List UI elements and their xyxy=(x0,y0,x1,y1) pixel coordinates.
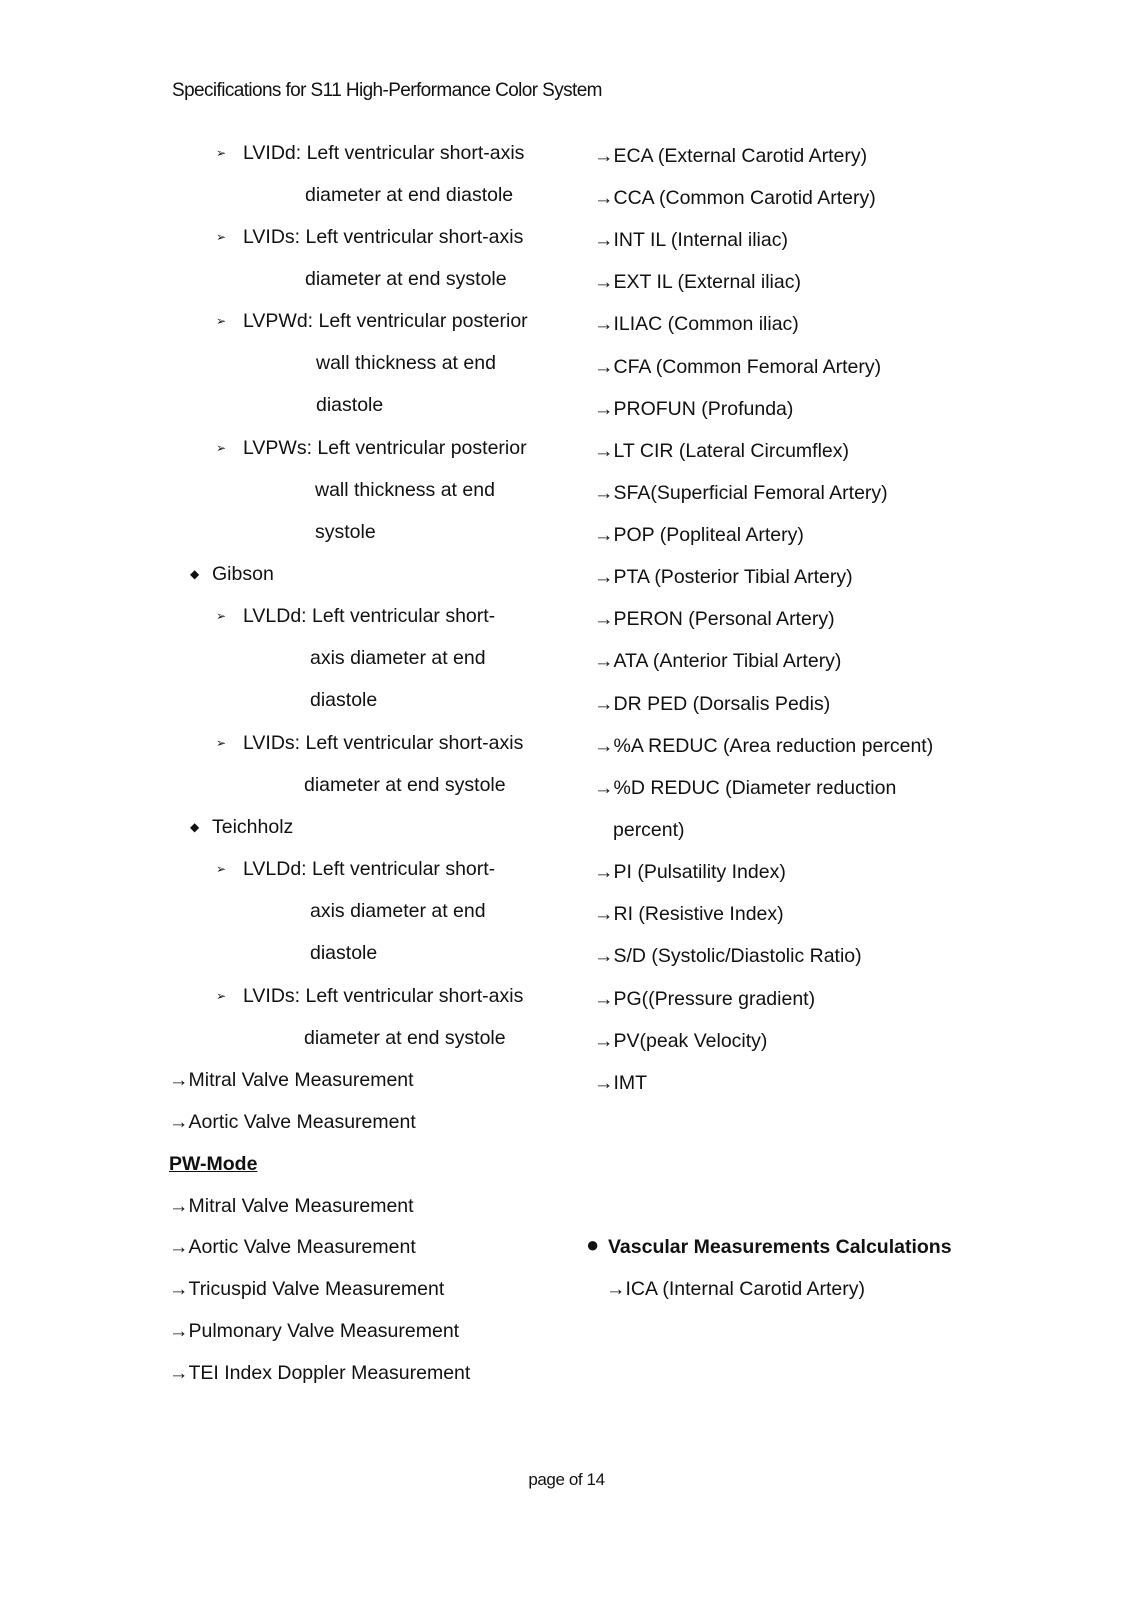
list-item: ➢ LVLDd: Left ventricular short- xyxy=(216,858,496,880)
list-item-continuation: systole xyxy=(315,521,376,543)
list-item: →PROFUN (Profunda) xyxy=(594,398,794,420)
list-item: →TEI Index Doppler Measurement xyxy=(169,1362,471,1384)
list-item: →Aortic Valve Measurement xyxy=(169,1236,416,1258)
right-arrow-icon: → xyxy=(594,735,614,757)
right-arrow-icon: → xyxy=(169,1069,189,1091)
list-item-continuation: axis diameter at end xyxy=(310,647,486,669)
list-item-gibson: ◆ Gibson xyxy=(190,563,274,585)
page-header-title: Specifications for S11 High-Performance Color System xyxy=(172,80,602,101)
list-item: →EXT IL (External iliac) xyxy=(594,271,801,293)
list-item: →ILIAC (Common iliac) xyxy=(594,313,799,335)
list-item-continuation: diameter at end systole xyxy=(305,268,507,290)
arrowhead-bullet-icon: ➢ xyxy=(216,862,227,876)
list-item-continuation: diameter at end systole xyxy=(304,774,506,796)
right-arrow-icon: → xyxy=(594,608,614,630)
right-arrow-icon: → xyxy=(594,693,614,715)
list-item: →CCA (Common Carotid Artery) xyxy=(594,187,876,209)
list-item: →PERON (Personal Artery) xyxy=(594,608,835,630)
right-arrow-icon: → xyxy=(169,1320,189,1342)
list-item: →PI (Pulsatility Index) xyxy=(594,861,786,883)
right-arrow-icon: → xyxy=(594,271,614,293)
arrowhead-bullet-icon: ➢ xyxy=(216,146,227,160)
list-item-continuation: diameter at end diastole xyxy=(305,184,514,206)
list-item: ➢ LVIDd: Left ventricular short-axis xyxy=(216,142,525,164)
bullet-icon: ● xyxy=(586,1232,600,1257)
right-arrow-icon: → xyxy=(594,524,614,546)
right-arrow-icon: → xyxy=(169,1195,189,1217)
arrowhead-bullet-icon: ➢ xyxy=(216,441,227,455)
right-arrow-icon: → xyxy=(169,1236,189,1258)
list-item-continuation: diameter at end systole xyxy=(304,1027,506,1049)
list-item: →Pulmonary Valve Measurement xyxy=(169,1320,460,1342)
right-arrow-icon: → xyxy=(594,1030,614,1052)
list-item-continuation: wall thickness at end xyxy=(316,352,496,374)
list-item: →ICA (Internal Carotid Artery) xyxy=(606,1278,866,1300)
list-item: →Tricuspid Valve Measurement xyxy=(169,1278,445,1300)
right-arrow-icon: → xyxy=(594,187,614,209)
right-arrow-icon: → xyxy=(594,777,614,799)
list-item: →S/D (Systolic/Diastolic Ratio) xyxy=(594,945,862,967)
section-heading-pw-mode: PW-Mode xyxy=(169,1153,258,1175)
list-item: →POP (Popliteal Artery) xyxy=(594,524,804,546)
diamond-bullet-icon: ◆ xyxy=(190,567,200,581)
list-item: ➢ LVLDd: Left ventricular short- xyxy=(216,605,496,627)
right-arrow-icon: → xyxy=(169,1111,189,1133)
list-item-continuation: diastole xyxy=(316,394,384,416)
list-item: →IMT xyxy=(594,1072,648,1094)
list-item-teichholz: ◆ Teichholz xyxy=(190,816,294,838)
arrowhead-bullet-icon: ➢ xyxy=(216,230,227,244)
right-arrow-icon: → xyxy=(594,945,614,967)
right-arrow-icon: → xyxy=(594,482,614,504)
arrowhead-bullet-icon: ➢ xyxy=(216,989,227,1003)
list-item: ➢ LVPWd: Left ventricular posterior xyxy=(216,310,528,332)
list-item: →PG((Pressure gradient) xyxy=(594,988,816,1010)
list-item: →DR PED (Dorsalis Pedis) xyxy=(594,693,831,715)
right-arrow-icon: → xyxy=(594,861,614,883)
list-item: →INT IL (Internal iliac) xyxy=(594,229,788,251)
right-arrow-icon: → xyxy=(594,650,614,672)
list-item: →CFA (Common Femoral Artery) xyxy=(594,356,882,378)
right-arrow-icon: → xyxy=(169,1278,189,1300)
list-item: →ATA (Anterior Tibial Artery) xyxy=(594,650,842,672)
list-item: →RI (Resistive Index) xyxy=(594,903,784,925)
arrowhead-bullet-icon: ➢ xyxy=(216,314,227,328)
right-arrow-icon: → xyxy=(594,903,614,925)
list-item: ➢ LVPWs: Left ventricular posterior xyxy=(216,437,527,459)
list-item: →PTA (Posterior Tibial Artery) xyxy=(594,566,853,588)
section-heading-vascular: ● Vascular Measurements Calculations xyxy=(586,1232,952,1258)
list-item-continuation: wall thickness at end xyxy=(315,479,495,501)
diamond-bullet-icon: ◆ xyxy=(190,820,200,834)
list-item: →LT CIR (Lateral Circumflex) xyxy=(594,440,849,462)
list-item-continuation: percent) xyxy=(613,819,685,841)
right-arrow-icon: → xyxy=(594,566,614,588)
right-arrow-icon: → xyxy=(594,145,614,167)
list-item-continuation: diastole xyxy=(310,689,378,711)
list-item: →SFA(Superficial Femoral Artery) xyxy=(594,482,888,504)
right-arrow-icon: → xyxy=(594,440,614,462)
right-arrow-icon: → xyxy=(594,229,614,251)
right-arrow-icon: → xyxy=(594,356,614,378)
list-item: ➢ LVIDs: Left ventricular short-axis xyxy=(216,985,524,1007)
right-arrow-icon: → xyxy=(606,1278,626,1300)
list-item: ➢ LVIDs: Left ventricular short-axis xyxy=(216,226,524,248)
list-item: →%D REDUC (Diameter reduction xyxy=(594,777,897,799)
right-arrow-icon: → xyxy=(594,313,614,335)
right-arrow-icon: → xyxy=(594,398,614,420)
arrowhead-bullet-icon: ➢ xyxy=(216,736,227,750)
list-item: →%A REDUC (Area reduction percent) xyxy=(594,735,934,757)
right-arrow-icon: → xyxy=(594,988,614,1010)
list-item-continuation: axis diameter at end xyxy=(310,900,486,922)
arrowhead-bullet-icon: ➢ xyxy=(216,609,227,623)
list-item: →ECA (External Carotid Artery) xyxy=(594,145,868,167)
right-arrow-icon: → xyxy=(169,1362,189,1384)
list-item-continuation: diastole xyxy=(310,942,378,964)
page-footer: page of 14 xyxy=(528,1470,605,1489)
list-item: →Aortic Valve Measurement xyxy=(169,1111,416,1133)
right-arrow-icon: → xyxy=(594,1072,614,1094)
list-item: →Mitral Valve Measurement xyxy=(169,1195,414,1217)
list-item: →Mitral Valve Measurement xyxy=(169,1069,414,1091)
list-item: →PV(peak Velocity) xyxy=(594,1030,768,1052)
list-item: ➢ LVIDs: Left ventricular short-axis xyxy=(216,732,524,754)
